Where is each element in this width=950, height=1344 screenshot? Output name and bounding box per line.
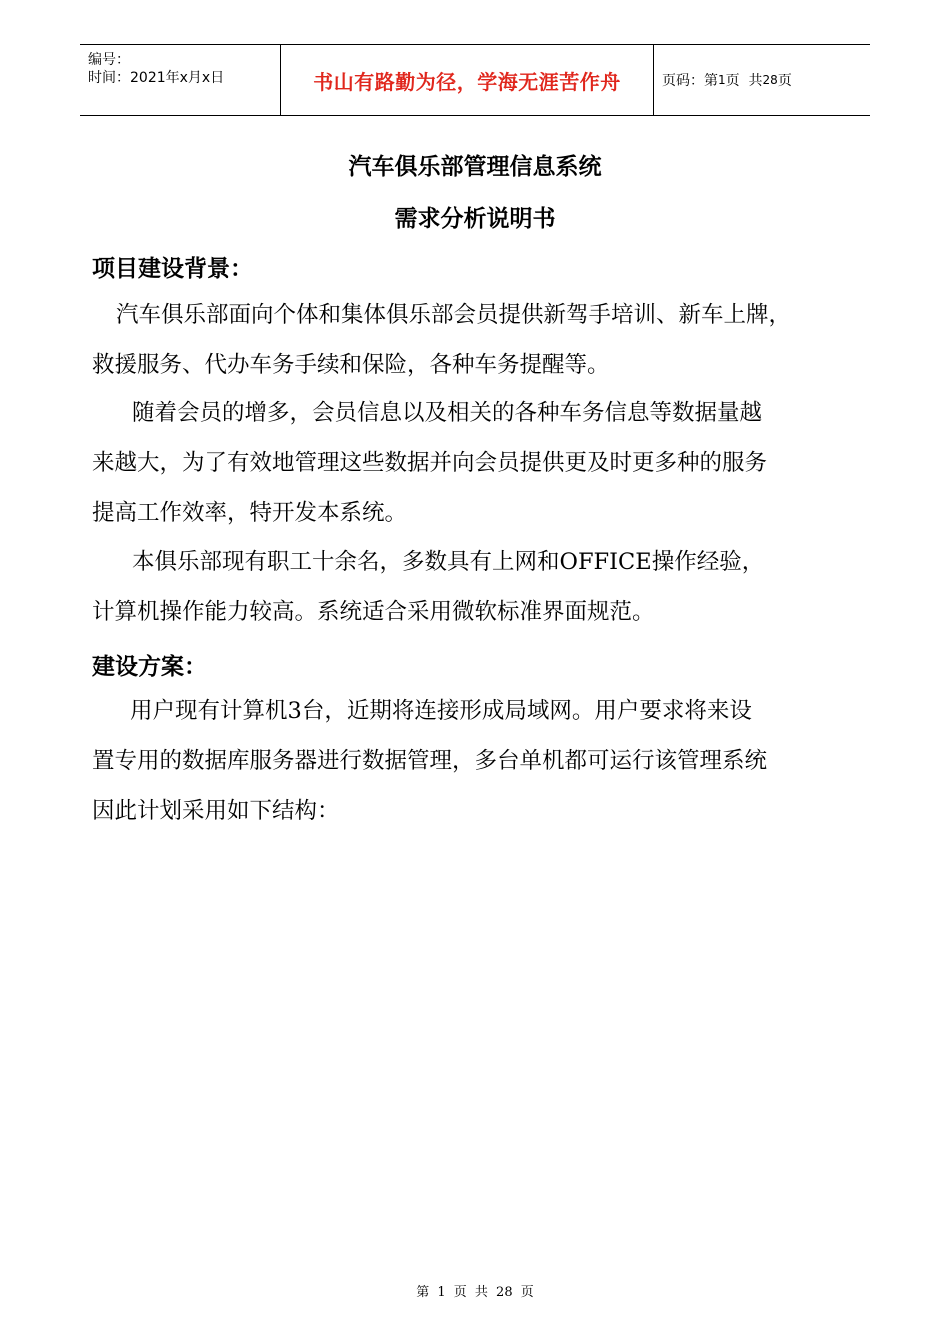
section-heading-plan: 建设方案： — [92, 653, 207, 680]
paragraph-line: 救援服务、代办车务手续和保险，各种车务提醒等。 — [92, 352, 610, 378]
page-current: 1 — [718, 73, 726, 87]
page-prefix: 页码：第 — [662, 73, 718, 89]
header-meta — [80, 45, 280, 115]
paragraph-line: 随着会员的增多，会员信息以及相关的各种车务信息等数据量越 — [132, 400, 763, 426]
document-date: 时间：2021年x月x日 — [88, 70, 225, 86]
document-title: 汽车俱乐部管理信息系统 — [348, 153, 602, 180]
document-subtitle: 需求分析说明书 — [394, 205, 556, 232]
paragraph-line: 汽车俱乐部面向个体和集体俱乐部会员提供新驾手培训、新车上牌， — [116, 302, 792, 328]
paragraph-line: 用户现有计算机3台，近期将连接形成局域网。用户要求将来设 — [130, 698, 752, 724]
paragraph-line: 来越大，为了有效地管理这些数据并向会员提供更及时更多种的服务 — [92, 450, 768, 476]
paragraph-line: 计算机操作能力较高。系统适合采用微软标准界面规范。 — [92, 599, 655, 625]
page-header — [80, 44, 870, 116]
paragraph — [92, 537, 882, 637]
paragraph-line: 提高工作效率，特开发本系统。 — [92, 500, 408, 526]
header-page-info — [654, 45, 870, 115]
header-motto: 书山有路勤为径，学海无涯苦作舟 — [280, 45, 654, 115]
paragraph — [92, 290, 882, 390]
page-footer: 第 1 页 共 28 页 — [416, 1285, 534, 1300]
paragraph-line: 置专用的数据库服务器进行数据管理，多台单机都可运行该管理系统 — [92, 748, 768, 774]
section-heading-background: 项目建设背景： — [92, 255, 253, 282]
page-suffix: 页 — [777, 73, 792, 89]
page-total: 28 — [762, 73, 778, 87]
paragraph — [92, 388, 882, 538]
document-number-label: 编号： — [88, 52, 130, 68]
page-mid: 页 共 — [725, 73, 763, 89]
paragraph-line: 本俱乐部现有职工十余名，多数具有上网和OFFICE操作经验， — [132, 549, 765, 575]
paragraph — [92, 686, 882, 836]
paragraph-line: 因此计划采用如下结构： — [92, 798, 340, 824]
